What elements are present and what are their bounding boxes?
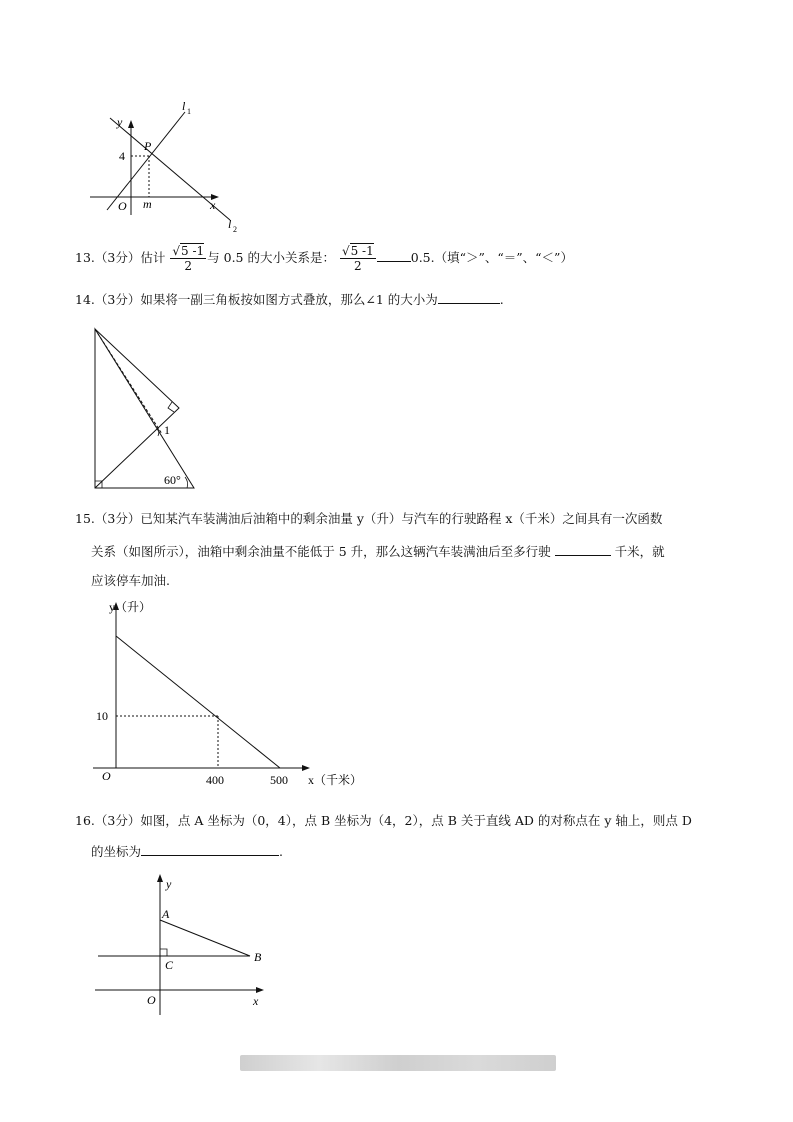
- x-axis-arrow: [256, 987, 264, 993]
- question-14: [75, 291, 504, 308]
- q14-text: 如果将一副三角板按如图方式叠放，那么∠1 的大小为: [140, 292, 438, 307]
- y-axis-arrow: [157, 874, 163, 882]
- q13-text1: 估计: [140, 250, 166, 265]
- triangle-45-edges: [95, 329, 179, 488]
- q16-line1: 如图，点 A 坐标为（0，4），点 B 坐标为（4，2），点 B 关于直线 AD 的对称点在 y 轴上，则点 D: [140, 813, 692, 828]
- sqrt-icon: √: [341, 244, 350, 258]
- label-angle-1: 1: [164, 423, 170, 437]
- label-x-axis: x（千米）: [308, 773, 363, 787]
- label-500: 500: [270, 773, 288, 787]
- right-angle-mark-top: [168, 402, 174, 412]
- q16-end: .: [279, 844, 283, 859]
- figure-q16-coordinates: [90, 870, 280, 1020]
- question-15-line-2: [91, 543, 665, 560]
- q15-number: 15.: [75, 511, 95, 526]
- segment-AB: [160, 920, 250, 956]
- q14-answer-blank[interactable]: [438, 291, 500, 304]
- label-l2: l: [228, 217, 232, 231]
- q15-line2b: 千米，就: [614, 544, 665, 559]
- x-axis-arrow: [302, 765, 310, 771]
- q16-line2: 的坐标为: [91, 844, 142, 859]
- label-O: O: [118, 199, 127, 213]
- q13-number: 13.: [75, 250, 95, 265]
- sqrt-icon: √: [172, 244, 180, 258]
- q14-number: 14.: [75, 292, 95, 307]
- q15-score: （3分）: [94, 511, 141, 526]
- label-l1: l: [182, 100, 186, 113]
- label-400: 400: [206, 773, 224, 787]
- q13-answer-blank[interactable]: [377, 249, 411, 262]
- q16-answer-blank[interactable]: [141, 843, 279, 856]
- label-l1-sub: 1: [187, 107, 191, 116]
- q13-text2: 与 0.5 的大小关系是：: [207, 250, 335, 265]
- label-10: 10: [96, 709, 108, 723]
- label-x: x: [210, 198, 216, 212]
- label-O: O: [102, 769, 111, 783]
- figure-q12-lines: [85, 100, 255, 240]
- q15-line2a: 关系（如图所示），油箱中剩余油量不能低于 5 升，那么这辆汽车装满油后至多行驶: [91, 544, 551, 559]
- label-P: P: [144, 139, 152, 153]
- question-15-line-3: [91, 573, 170, 589]
- label-A: A: [162, 907, 170, 921]
- label-B: B: [254, 950, 262, 964]
- q13-fraction-2: $\frac{√5 -1}{2}$: [341, 244, 374, 273]
- figure-q15-fuel-graph: [88, 596, 378, 796]
- label-C: C: [165, 958, 174, 972]
- label-4: 4: [119, 149, 125, 163]
- question-16-line-2: [91, 843, 283, 860]
- question-16-line-1: [75, 813, 692, 829]
- label-l2-sub: 2: [233, 225, 237, 234]
- q13-score: （3分）: [94, 250, 141, 265]
- question-13: [75, 244, 573, 273]
- label-O: O: [147, 993, 156, 1007]
- label-angle-60: 60°: [164, 473, 181, 487]
- q14-end: .: [499, 292, 504, 307]
- q13-text3: 0.5.（填“＞”、“＝”、“＜”）: [410, 250, 573, 265]
- figure-q14-triangles: [88, 322, 203, 494]
- label-y-axis: y（升）: [109, 600, 152, 614]
- right-angle-mark: [160, 949, 167, 956]
- fuel-line: [116, 636, 280, 768]
- y-axis-arrow: [128, 120, 134, 128]
- q13-fraction-1: $\frac{√5 -1}{2}$: [172, 244, 205, 273]
- angle-60-arc: [185, 477, 188, 488]
- blurred-footer: [240, 1055, 556, 1071]
- q16-number: 16.: [75, 813, 95, 828]
- label-m: m: [143, 197, 152, 211]
- q16-score: （3分）: [94, 813, 141, 828]
- label-y: y: [166, 877, 172, 891]
- q15-answer-blank[interactable]: [555, 543, 611, 556]
- q14-score: （3分）: [94, 292, 141, 307]
- label-y: y: [117, 115, 123, 129]
- label-x: x: [253, 994, 259, 1008]
- q15-line3: 应该停车加油.: [91, 573, 170, 588]
- q15-line1: 已知某汽车装满油后油箱中的剩余油量 y（升）与汽车的行驶路程 x（千米）之间具有一次函数: [140, 511, 663, 526]
- question-15-line-1: [75, 511, 662, 527]
